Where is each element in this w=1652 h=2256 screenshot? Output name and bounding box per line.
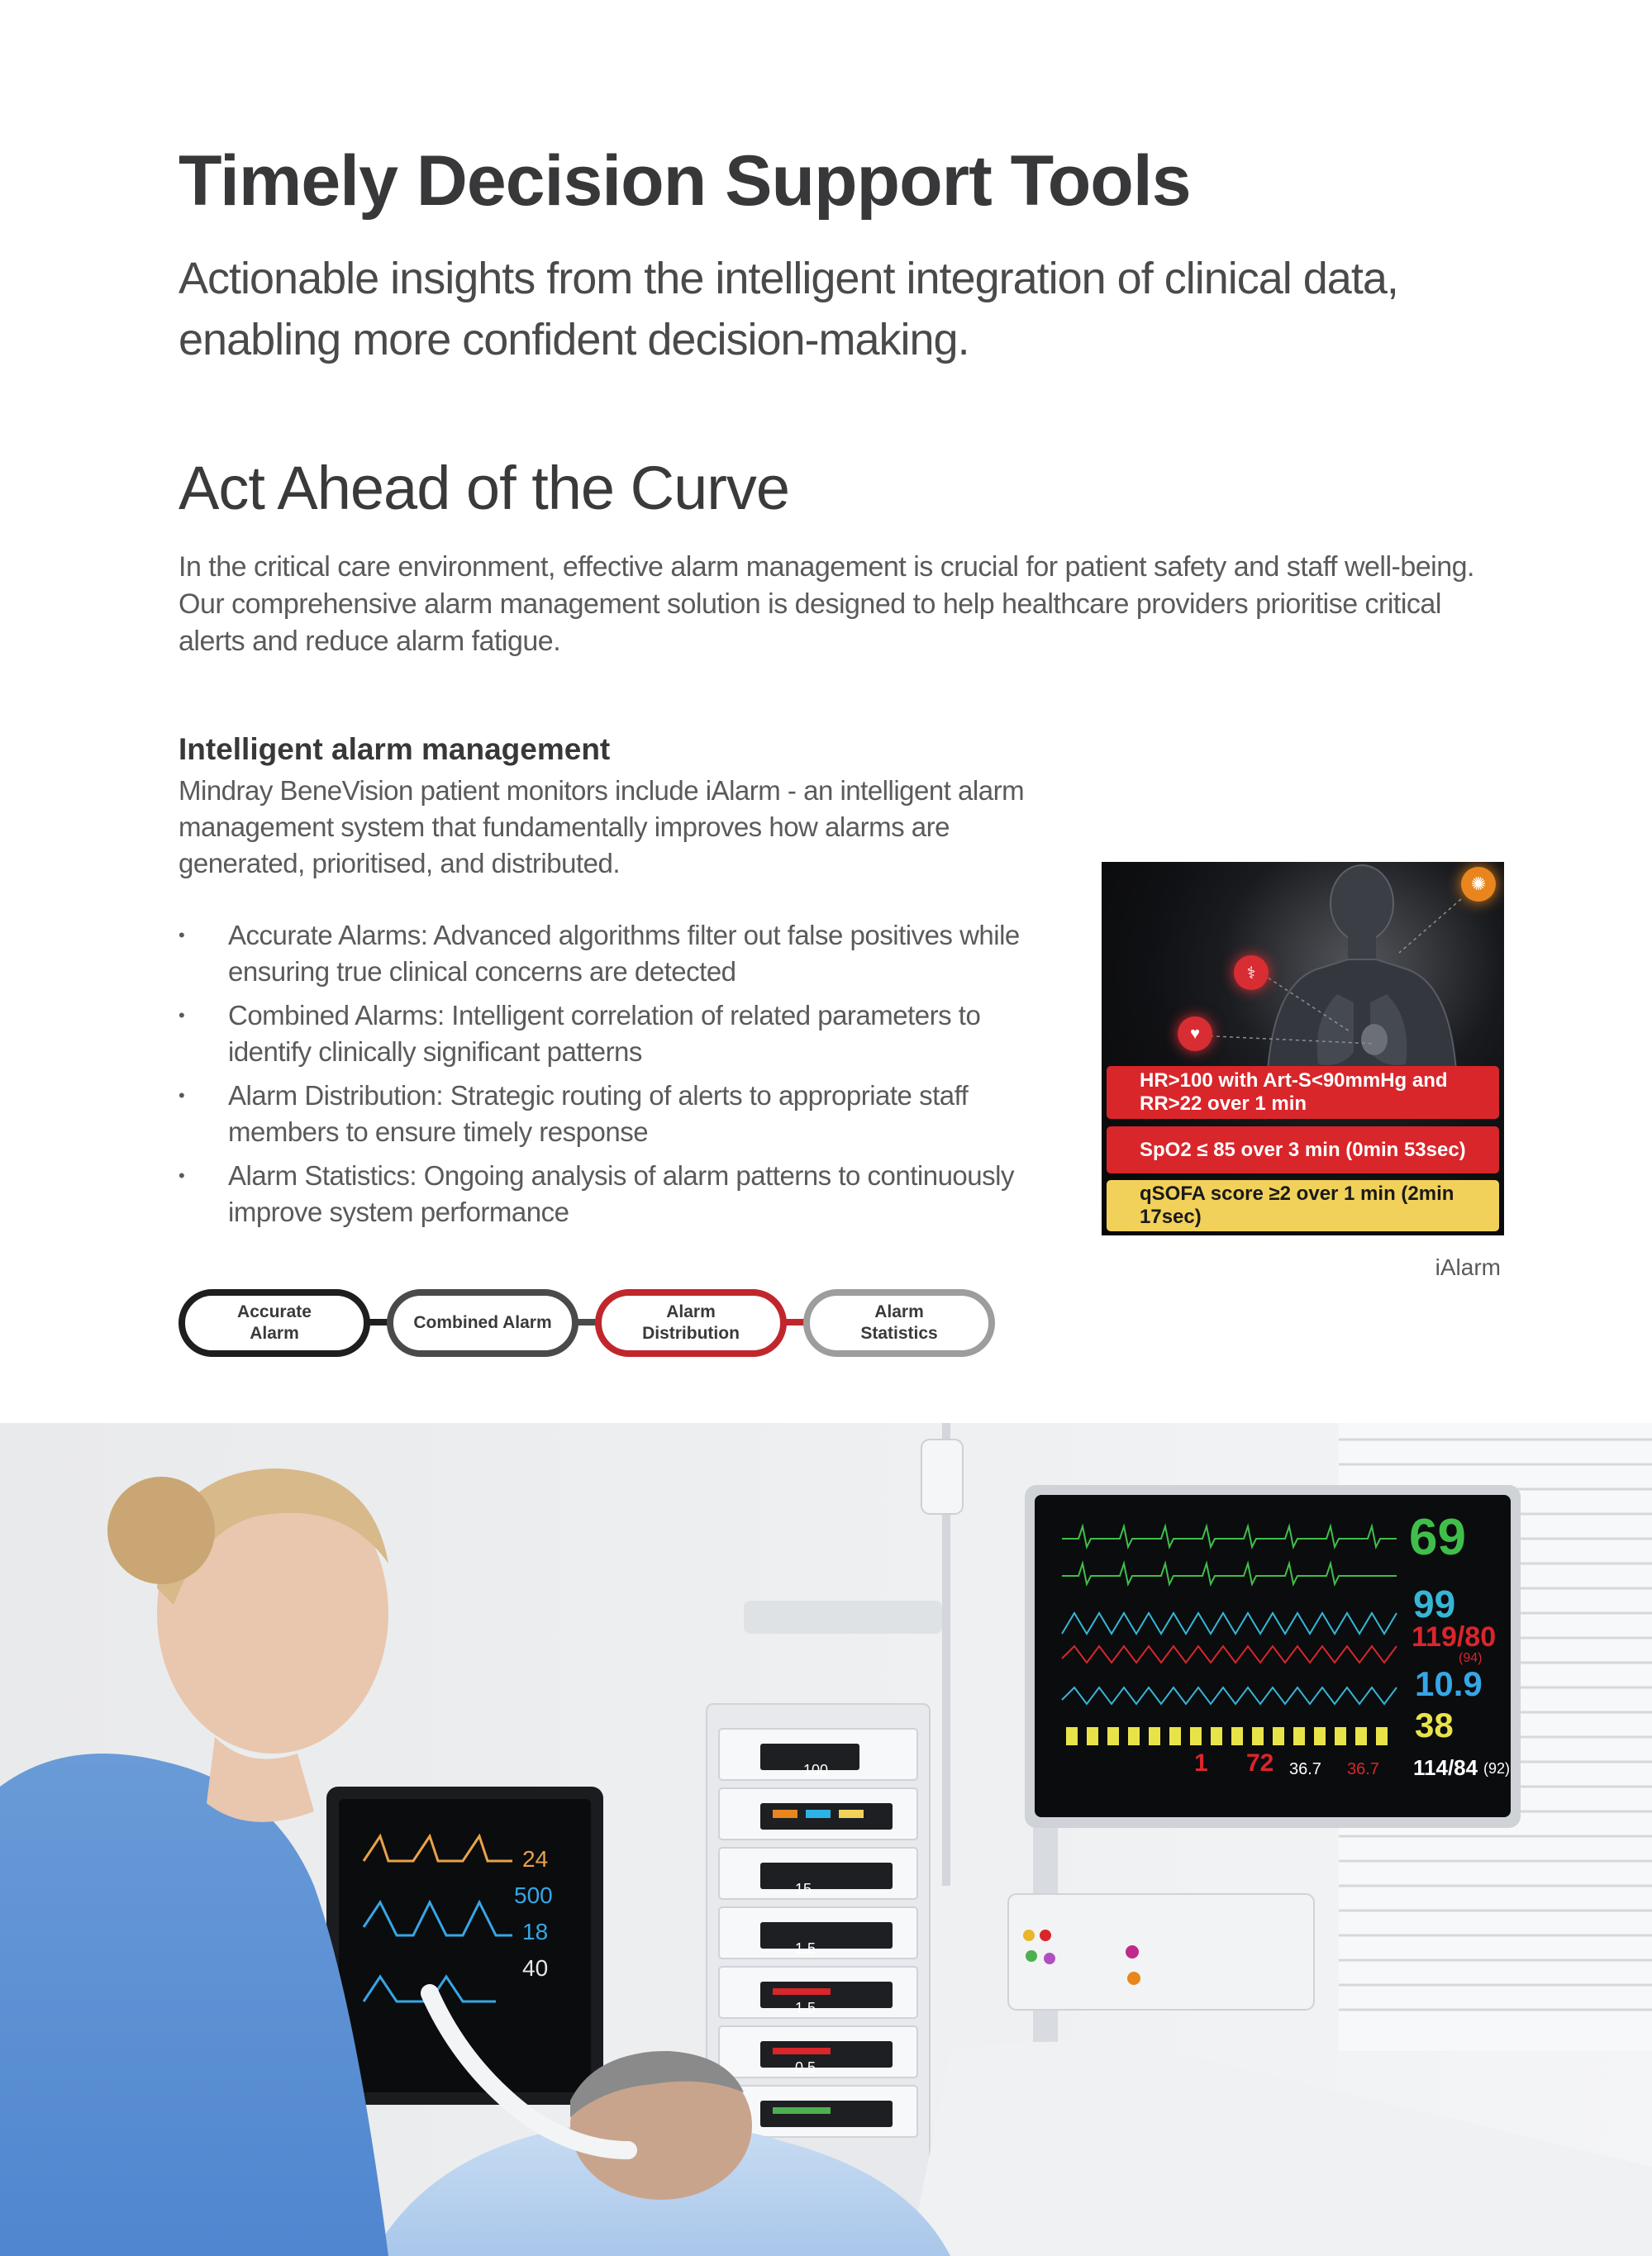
icu-scene-illustration [0,1423,1652,2256]
feature-list [179,917,1046,1238]
image-caption: iAlarm [1435,1254,1501,1280]
icu-scene-photo [0,1423,1652,2256]
ventilator-value: 18 [522,1919,549,1944]
alarm-bar-spo2 [1107,1126,1499,1173]
monitor-small-value-2: 72 [1246,1749,1274,1777]
list-item: • Accurate Alarms: Advanced algorithms filter out false positives while ensuring true clinical concerns are detected [179,917,1046,990]
monitor-temp2-value: 36.7 [1347,1760,1379,1778]
monitor-nibp-mean: (94) [1459,1651,1483,1665]
chain-label: Combined Alarm [413,1313,552,1332]
alarm-bar-combined [1107,1066,1499,1119]
ialarm-panel-image [1102,862,1504,1235]
chain-item-accurate-alarm [179,1289,370,1357]
sepsis-virus-icon: ✺ [1461,867,1496,902]
chain-item-combined-alarm [387,1289,578,1357]
pump-value: 100 [803,1762,829,1778]
list-item: • Alarm Distribution: Strategic routing of alerts to appropriate staff members to ensure timely response [179,1078,1046,1150]
ventilator-value: 500 [514,1882,553,1908]
alarm-chain-diagram [179,1289,997,1357]
list-item: • Combined Alarms: Intelligent correlation of related parameters to identify clinically significant patterns [179,997,1046,1070]
heart-icon: ♥ [1178,1016,1212,1051]
chain-item-alarm-statistics [803,1289,995,1357]
monitor-art-mean: (92) [1483,1760,1511,1777]
page-subtitle: Actionable insights from the intelligent integration of clinical data, enabling more confident decision-making. [179,254,1398,364]
pump-value: 15 [795,1881,812,1897]
monitor-nibp-value: 119/80 [1412,1621,1497,1653]
alarm-bar-text: HR>100 with Art-S<90mmHg and RR>22 over 1 min [1140,1069,1448,1115]
alarm-bar-qsofa [1107,1180,1499,1231]
pump-value: 1.5 [795,2000,816,2016]
pump-value: 0.5 [795,2059,816,2076]
chain-item-alarm-distribution [595,1289,787,1357]
monitor-temp1-value: 36.7 [1289,1760,1321,1778]
monitor-spo2-value: 99 [1413,1583,1456,1625]
chain-label: Alarm Statistics [860,1302,938,1343]
list-item: • Alarm Statistics: Ongoing analysis of alarm patterns to continuously improve system performance [179,1158,1046,1230]
chain-label: Accurate Alarm [237,1302,312,1343]
monitor-small-value-1: 1 [1194,1749,1208,1777]
alarm-bar-text: SpO2 ≤ 85 over 3 min (0min 53sec) [1140,1138,1466,1161]
alarm-management-heading: Intelligent alarm management [179,732,611,766]
alarm-management-description: Mindray BeneVision patient monitors include iAlarm - an intelligent alarm management system that fundamentally improves how alarms are generated, prioritised, and distributed. [179,775,1025,878]
section-intro: In the critical care environment, effective alarm management is crucial for patient safety and staff well-being. Our comprehensive alarm management solution is designed to help healthcare providers prioritise critical alerts and reduce alarm fatigue. [179,551,1474,657]
lungs-icon: ⚕ [1234,955,1269,990]
chain-label: Alarm Distribution [642,1302,740,1343]
alarm-bar-text: qSOFA score ≥2 over 1 min (2min 17sec) [1140,1183,1454,1228]
monitor-hr-value: 69 [1409,1509,1466,1566]
monitor-rr-value: 38 [1415,1706,1454,1744]
ventilator-value: 24 [522,1846,549,1872]
ventilator-value: 40 [522,1955,549,1981]
page-title: Timely Decision Support Tools [179,141,1191,221]
pump-value: 1.5 [795,1940,816,1957]
monitor-art-value: 114/84 [1413,1755,1478,1780]
section-heading: Act Ahead of the Curve [179,454,790,522]
monitor-etco2-value: 10.9 [1415,1664,1483,1703]
